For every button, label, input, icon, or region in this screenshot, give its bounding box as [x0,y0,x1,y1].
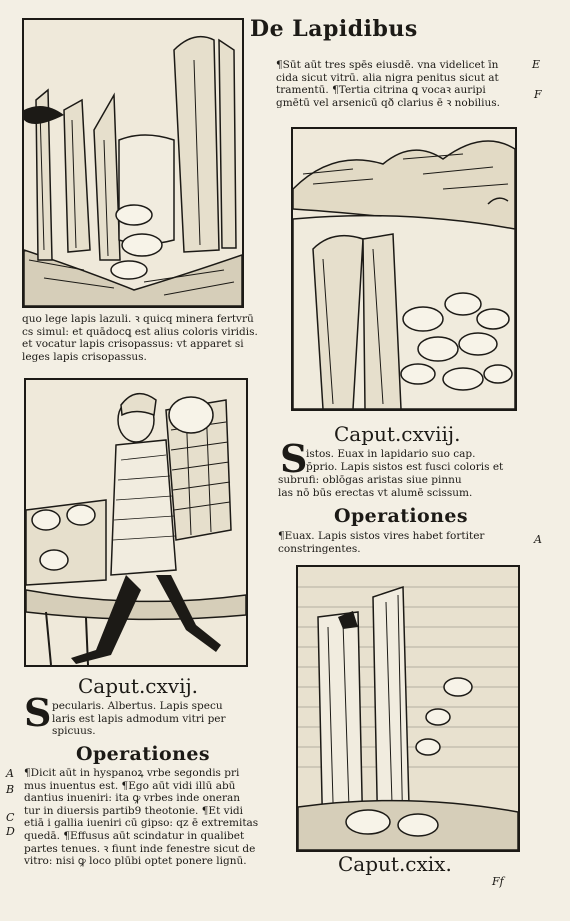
woodcut-hills-stones [291,127,517,411]
woodcut-tall-rocks-art [298,567,518,850]
text-line: mus inuentus est. ¶Ego aūt vidi illū abū [24,779,236,792]
text-line: tramentū. ¶Tertia citrina ꝗ vocaꝛ auripi [276,84,486,97]
chapter-117-text [52,700,266,738]
text-line: las nō būs erectas vt alumē scissum. [278,486,473,499]
drop-cap-s-118: S [280,436,308,481]
margin-letter-d-left: D [6,825,15,838]
chapter-heading-119: Caput.cxix. [338,852,452,876]
woodcut-hills-stones-art [293,129,515,409]
drop-cap-s-117: S [24,690,52,735]
woodcut-rocks-landscape-art [24,20,242,306]
margin-letter-c-left: C [6,811,15,824]
page-heading: De Lapidibus [250,16,418,42]
text-line: quo lege lapis lazuli. ꝛ quicq minera fertvrū [22,313,254,325]
text-line: dantius inueniri: ita ꝙ vrbes inde oneran [24,792,241,805]
chapter-heading-118: Caput.cxviij. [334,422,461,446]
text-line: laris est lapis admodum vitri per [52,712,226,725]
left-mid-paragraph [22,313,260,363]
text-line: partes tenues. ꝛ fiunt inde fenestre sicut de [24,842,256,855]
top-right-paragraph [276,59,522,109]
text-line: subrufi: oblōgas aristas siue pinnu [278,474,462,486]
operationes-117-text [24,767,268,868]
margin-letter-a-left: A [6,767,14,780]
operationes-heading-118: Operationes [334,505,468,527]
margin-letter-a-right: A [534,533,542,546]
text-line: spicuus. [52,725,96,738]
woodcut-man-with-basket-art [26,380,246,665]
text-line: vitro: nisi ꝙ loco plūbi optet ponere lignū. [24,855,247,868]
margin-letter-f: F [534,88,542,101]
text-line: p̄prio. Lapis sistos est fusci coloris et [306,460,504,473]
text-line: tur in diuersis partib9 theotonie. ¶Et vidi [24,804,244,817]
signature-mark: Ff [492,875,504,888]
text-line: istos. Euax in lapidario suo cap. [306,448,476,460]
chapter-heading-117: Caput.cxvij. [78,674,199,698]
operationes-heading-117: Operationes [76,743,210,765]
chapter-118-text-cont [278,474,524,499]
text-line: constringentes. [278,542,361,555]
text-line: ¶Euax. Lapis sistos vires habet fortiter [278,530,485,542]
woodcut-rocks-landscape [22,18,244,308]
text-line: ¶Sūt aūt tres spēs eiusdē. vna videlicet īn [276,59,499,71]
margin-letter-e: E [532,58,541,71]
woodcut-tall-rocks [296,565,520,852]
text-line: cida sicut vitrū. alia nigra penitus sicut at [276,71,499,84]
text-line: etiā i gallia iueniri cū gipso: qz ē extremitas [24,817,259,830]
text-line: leges lapis crisopassus. [22,350,147,363]
text-line: gmētū vel arsenicū qð clarius ē ꝛ nobilius. [276,96,501,109]
woodcut-man-with-basket [24,378,248,667]
text-line: et vocatur lapis crisopassus: vt apparet si [22,338,244,351]
text-line: cs simul: et quādocꝗ est alius coloris viridis. [22,325,258,338]
operationes-118-text [278,530,524,555]
text-line: quedā. ¶Effusus aūt scindatur in qualibet [24,829,245,842]
margin-letter-b-left: B [6,783,15,796]
text-line: ¶Dicit aūt in hyspanoꝝ vrbe segondis pri [24,767,240,779]
text-line: pecularis. Albertus. Lapis specu [52,700,223,712]
chapter-118-text [306,448,524,473]
